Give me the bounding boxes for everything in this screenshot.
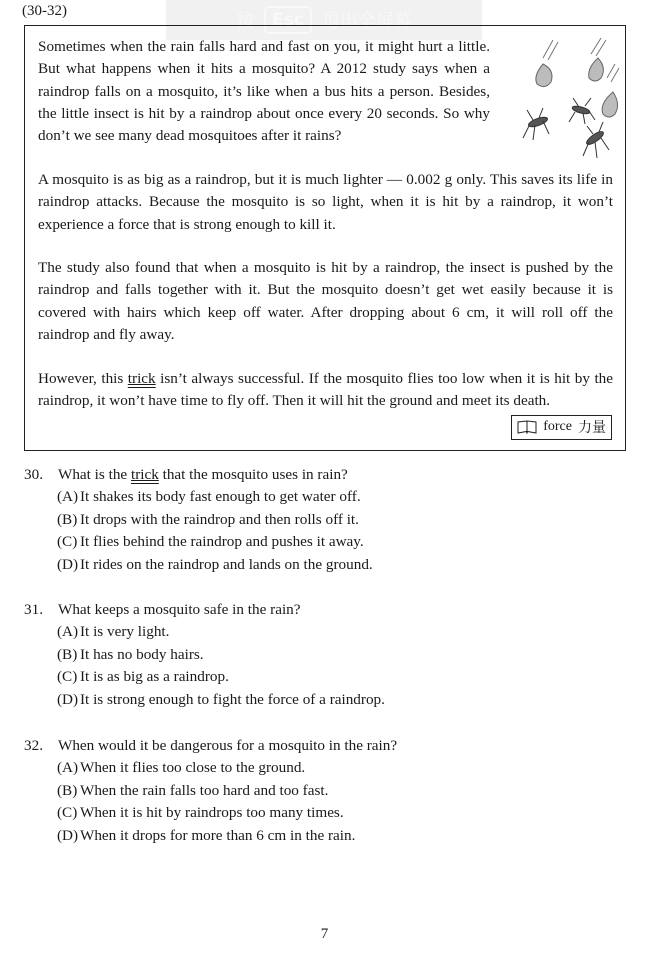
option-text: It flies behind the raindrop and pushes it away.: [80, 533, 364, 551]
gloss-meaning: 力量: [578, 421, 606, 436]
option-c[interactable]: [57, 802, 624, 825]
option-text: It has no body hairs.: [80, 645, 204, 663]
option-text: When the rain falls too hard and too fast.: [80, 781, 329, 799]
paragraph-4-rest: isn’t always successful. If the mosquito flies too low when it is hit by the raindrop, it won’t have time to fly off. Then it will hit the ground and meet its death.: [38, 370, 613, 410]
option-text: When it drops for more than 6 cm in the rain.: [80, 826, 356, 844]
question-number: 30.: [24, 466, 43, 483]
passage-paragraph-3: The study also found that when a mosquito is hit by a raindrop, the insect is pushed by the raindrop and falls together with it. But the mosquito doesn’t get wet easily because it is covered with hairs which keep off water. After dropping about 6 cm, it will roll off the raindrop and fly away.: [38, 259, 613, 343]
question-31: [24, 599, 624, 711]
vocabulary-gloss: [511, 415, 612, 440]
option-letter: (B): [57, 781, 78, 799]
option-letter: (B): [57, 645, 78, 663]
question-stem: [58, 464, 348, 486]
option-a[interactable]: [57, 486, 624, 509]
paragraph-4-start: However, this: [38, 370, 128, 387]
option-letter: (A): [57, 759, 79, 776]
question-30: [24, 464, 624, 576]
option-text: It drops with the raindrop and then rolls off it.: [80, 510, 359, 528]
question-range-label: (30-32): [22, 3, 67, 19]
stem-rest: that the mosquito uses in rain?: [158, 466, 348, 483]
reading-passage: [24, 25, 626, 451]
option-letter: (C): [57, 804, 78, 822]
option-d[interactable]: [57, 554, 624, 577]
question-number: 31.: [24, 601, 43, 618]
option-a[interactable]: [57, 621, 624, 644]
option-letter: (C): [57, 668, 78, 686]
mosquito-raindrop-illustration: [503, 34, 621, 164]
esc-key-icon: Esc: [264, 6, 312, 34]
option-letter: (C): [57, 533, 78, 551]
option-d[interactable]: [57, 825, 624, 848]
passage-paragraph-4: [38, 368, 613, 413]
option-text: It is strong enough to fight the force of a raindrop.: [80, 690, 385, 708]
underlined-word-trick: trick: [127, 370, 156, 387]
stem-start: What is the: [58, 466, 131, 483]
option-a[interactable]: [57, 757, 624, 780]
option-letter: (B): [57, 510, 78, 528]
question-32: [24, 735, 624, 847]
gloss-word: force: [543, 419, 572, 434]
option-letter: (D): [57, 690, 79, 708]
page-number: 7: [320, 926, 329, 942]
book-icon: [517, 420, 537, 434]
option-text: It rides on the raindrop and lands on the ground.: [80, 555, 373, 573]
passage-paragraph-2: A mosquito is as big as a raindrop, but it is much lighter — 0.002 g only. This saves its life in raindrop attacks. Because the mosquito is so light, when it is hit by a raindrop, it won’t experience a force that is strong enough to kill it.: [38, 171, 613, 233]
option-text: When it is hit by raindrops too many times.: [80, 804, 344, 822]
option-d[interactable]: [57, 689, 624, 712]
option-b[interactable]: [57, 644, 624, 667]
passage-paragraph-1: Sometimes when the rain falls hard and fast on you, it might hurt a little. But what happens when it hits a mosquito? A 2012 study says when a raindrop falls on a mosquito, it’s like when a bus hits a person. Besides, the little insect is hit by a raindrop about once every 20 seconds. So why don’t we see many dead mosquitoes after it rains?: [38, 38, 490, 145]
question-number: 32.: [24, 737, 43, 754]
option-letter: (A): [57, 488, 79, 505]
option-b[interactable]: [57, 509, 624, 532]
question-stem: What keeps a mosquito safe in the rain?: [58, 601, 301, 618]
option-b[interactable]: [57, 780, 624, 803]
underlined-word-trick: trick: [130, 466, 159, 483]
option-text: When it flies too close to the ground.: [80, 759, 306, 776]
option-text: It is very light.: [80, 623, 170, 640]
option-letter: (A): [57, 623, 79, 640]
option-c[interactable]: [57, 666, 624, 689]
option-c[interactable]: [57, 531, 624, 554]
option-letter: (D): [57, 555, 79, 573]
question-stem: When would it be dangerous for a mosquito in the rain?: [58, 737, 398, 754]
option-text: It shakes its body fast enough to get water off.: [80, 488, 361, 505]
exit-hint-press: 按: [236, 11, 255, 32]
exit-hint-text: 退出全屏幕: [321, 11, 412, 32]
option-letter: (D): [57, 826, 79, 844]
option-text: It is as big as a raindrop.: [80, 668, 229, 686]
